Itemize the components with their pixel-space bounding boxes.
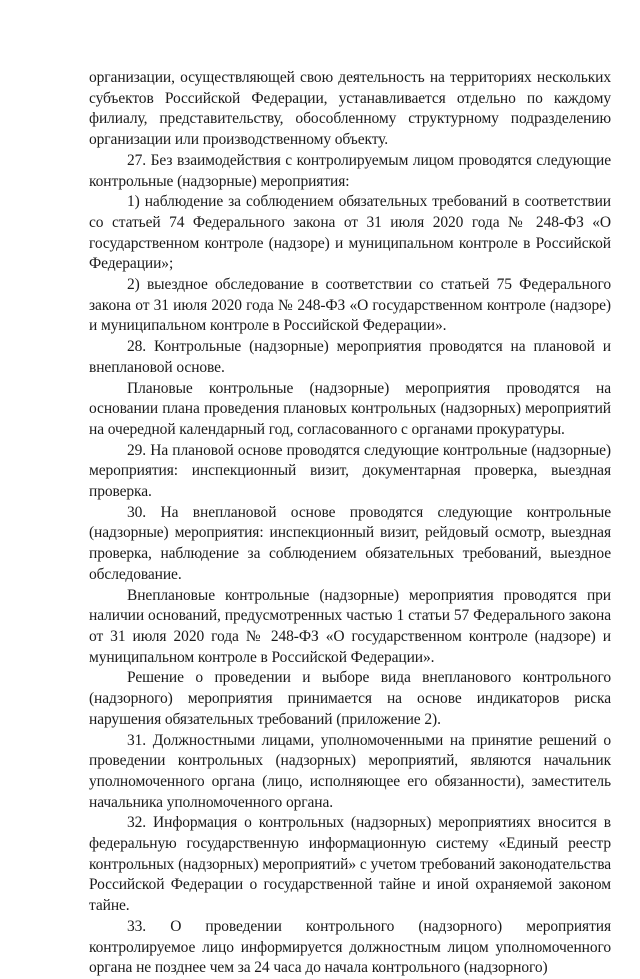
document-page [89,68,611,979]
paragraph-p5: Плановые контрольные (надзорные) мероприятия проводятся на основании плана проведения плановых контрольных (надзорных) мероприятий на очередной календарный год, согласованного с органами прокуратуры. [89,379,611,438]
paragraph-p7: 30. На внеплановой основе проводятся следующие контрольные (надзорные) мероприятия: инспекционный визит, рейдовый осмотр, выездная проверка, наблюдение за соблюдением обязательных требований, выездное обследование. [89,503,611,583]
paragraph-p4: 28. Контрольные (надзорные) мероприятия проводятся на плановой и внеплановой основе. [89,338,611,376]
paragraph-p3: 2) выездное обследование в соответствии со статьей 75 Федерального закона от 31 июля 2020 года № 248-ФЗ «О государственном контроле (надзоре) и муниципальном контроле в Российской Федерации». [89,276,611,335]
paragraph-p12: 33. О проведении контрольного (надзорного) мероприятия контролируемое лицо информируется должностным лицом уполномоченного органа не позднее чем за 24 часа до начала контрольного (надзорного) [89,917,611,977]
paragraph-p1: 27. Без взаимодействия с контролируемым лицом проводятся следующие контрольные (надзорные) мероприятия: [89,151,611,190]
paragraph-p6: 29. На плановой основе проводятся следующие контрольные (надзорные) мероприятия: инспекционный визит, документарная проверка, выездная проверка. [89,441,611,501]
paragraph-p11: 32. Информация о контрольных (надзорных) мероприятиях вносится в федеральную государственную информационную систему «Единый реестр контрольных (надзорных) мероприятий» с учетом требований законодательства Российской Федерации о государственной тайне и иной охраняемой законом тайне. [89,814,611,915]
paragraph-p9: Решение о проведении и выборе вида внепланового контрольного (надзорного) мероприятия принимается на основе индикаторов риска нарушения обязательных требований (приложение 2). [89,669,611,728]
paragraph-p10: 31. Должностными лицами, уполномоченными на принятие решений о проведении контрольных (надзорных) мероприятий, являются начальник уполномоченного органа (лицо, исполняющее его обязанности), заместитель начальника уполномоченного органа. [89,731,611,811]
paragraph-p8: Внеплановые контрольные (надзорные) мероприятия проводятся при наличии оснований, предусмотренных частью 1 статьи 57 Федерального закона от 31 июля 2020 года № 248-ФЗ «О государственном контроле (надзоре) и муниципальном контроле в Российской Федерации». [89,586,611,666]
paragraph-p0: организации, осуществляющей свою деятельность на территориях нескольких субъектов Российской Федерации, устанавливается отдельно по каждому филиалу, представительству, обособленному структурному подразделению организации или производственному объекту. [89,69,611,149]
paragraph-p2: 1) наблюдение за соблюдением обязательных требований в соответствии со статьей 74 Федерального закона от 31 июля 2020 года № 248-ФЗ «О государственном контроле (надзоре) и муниципальном контроле в Российской Федерации»; [89,193,611,273]
